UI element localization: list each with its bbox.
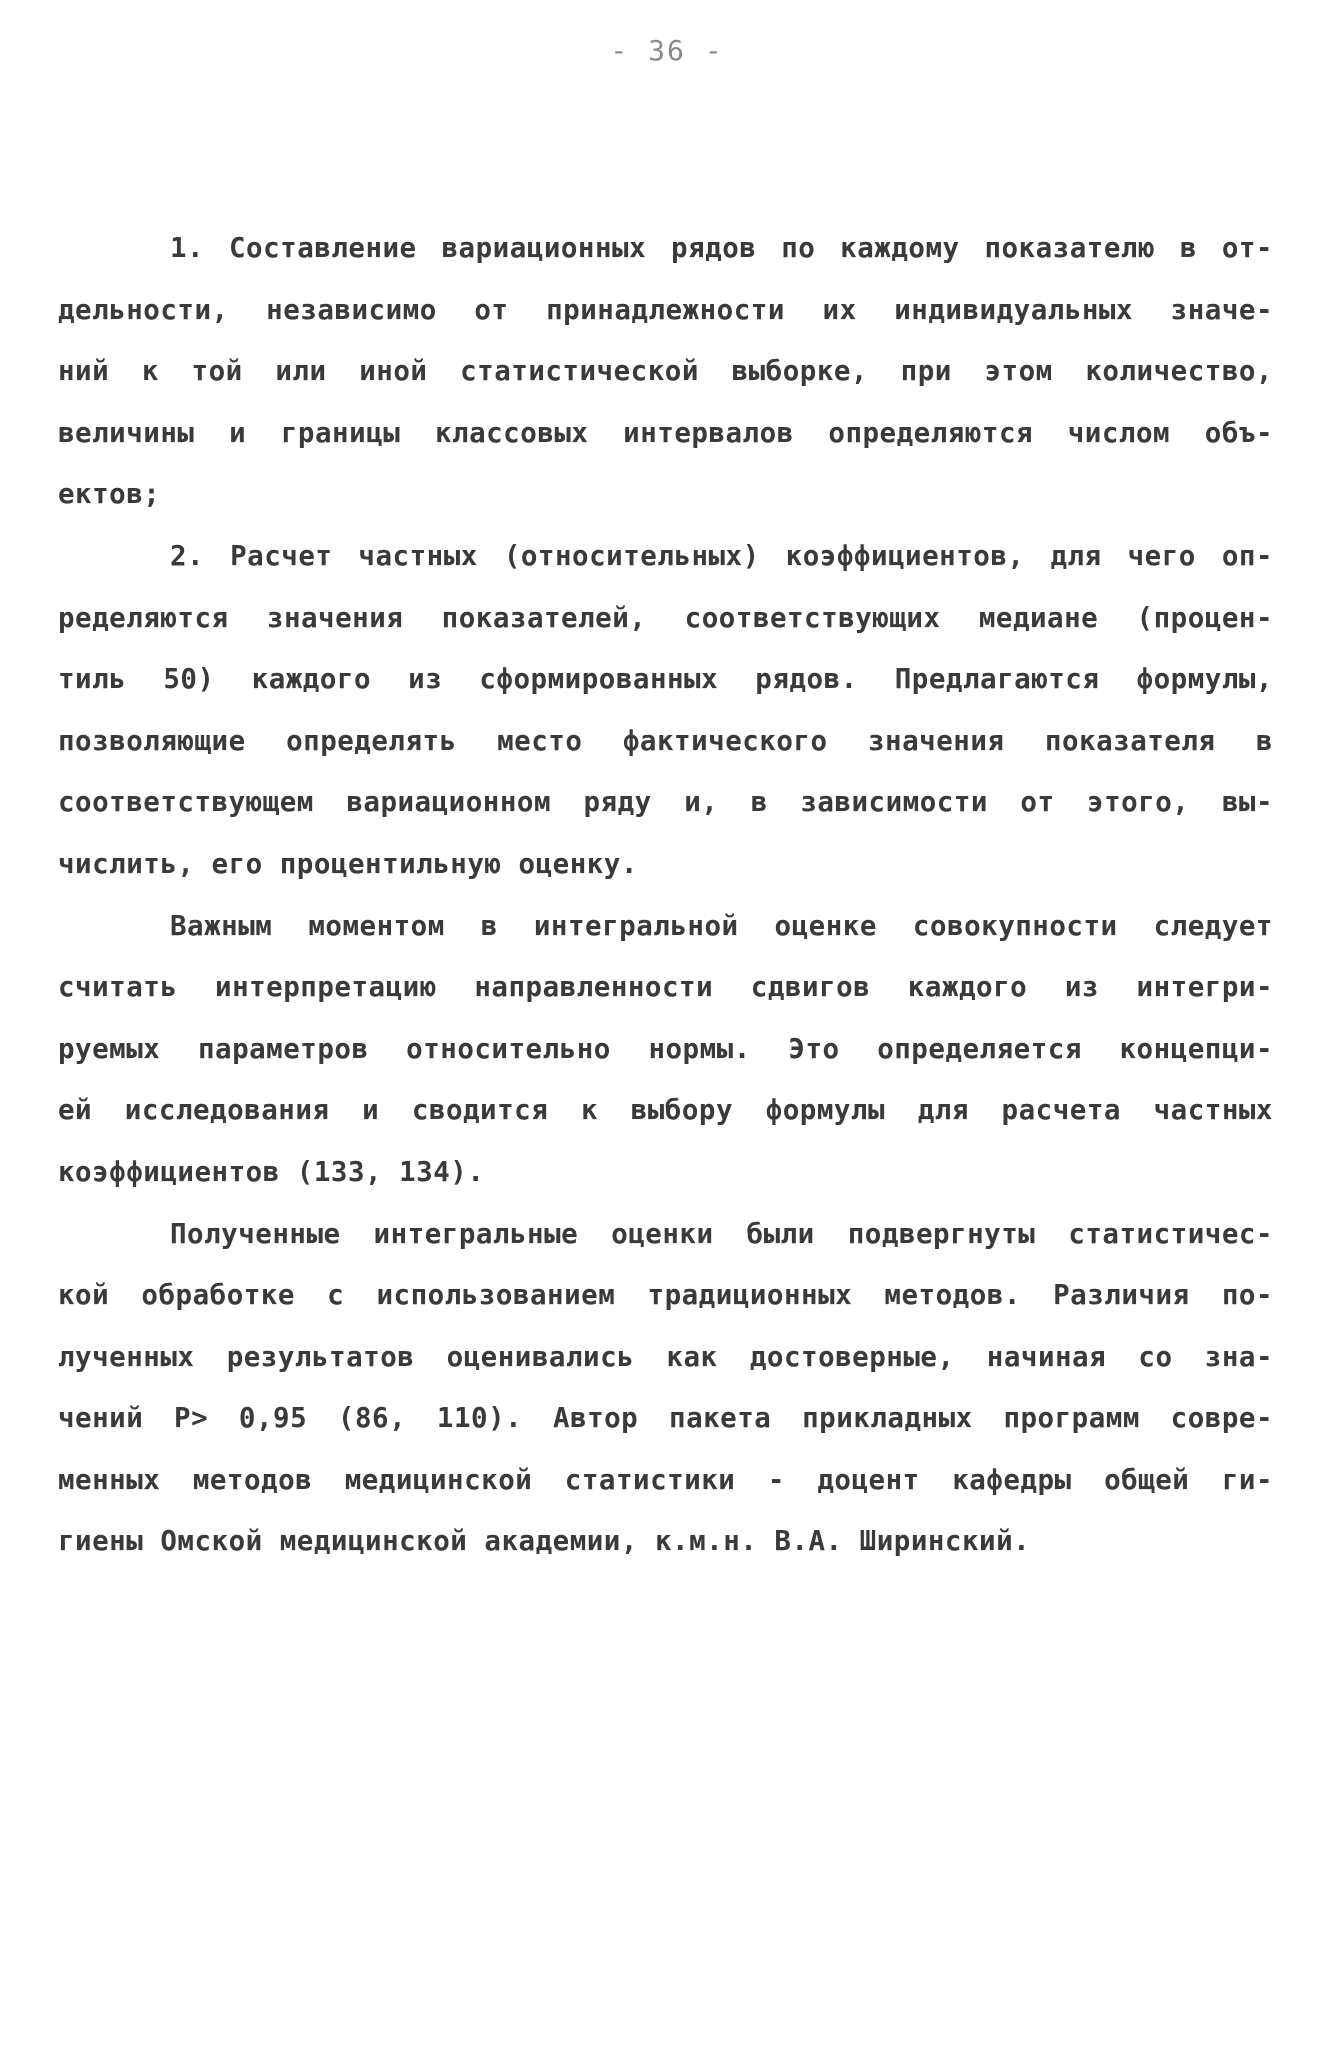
text-line: ределяются значения показателей, соответствующих медиане (процен- [58, 601, 1273, 634]
text-line: считать интерпретацию направленности сдвигов каждого из интегри- [58, 971, 1273, 1004]
text-line: лученных результатов оценивались как достоверные, начиная со зна- [58, 1340, 1273, 1373]
text-line: 1. Составление вариационных рядов по каждому показателю в от- [170, 232, 1273, 264]
text-line: тиль 50) каждого из сформированных рядов. Предлагаются формулы, [58, 663, 1273, 696]
text-line: 2. Расчет частных (относительных) коэффициентов, для чего оп- [170, 539, 1273, 572]
text-line: соответствующем вариационном ряду и, в зависимости от этого, вы- [58, 786, 1273, 819]
text-line: Важным моментом в интегральной оценке совокупности следует [170, 909, 1273, 942]
text-line: гиены Омской медицинской академии, к.м.н. В.А. Ширинский. [58, 1525, 1031, 1558]
text-line: коэффициентов (133, 134). [58, 1155, 485, 1188]
body-text [58, 218, 1273, 1573]
text-line: ектов; [58, 478, 161, 511]
text-line: Полученные интегральные оценки были подвергнуты статистичес- [170, 1217, 1273, 1250]
text-line: менных методов медицинской статистики - доцент кафедры общей ги- [58, 1463, 1273, 1496]
text-line: руемых параметров относительно нормы. Это определяется концепци- [58, 1032, 1273, 1065]
text-line: кой обработке с использованием традиционных методов. Различия по- [58, 1279, 1273, 1312]
text-line: ей исследования и сводится к выбору формулы для расчета частных [58, 1094, 1273, 1127]
text-line: чений P> 0,95 (86, 110). Автор пакета прикладных программ совре- [58, 1402, 1273, 1435]
text-line: позволяющие определять место фактического значения показателя в [58, 724, 1273, 757]
text-line: величины и границы классовых интервалов определяются числом объ- [58, 416, 1273, 449]
page-number: - 36 - [610, 34, 724, 67]
text-line: числить, его процентильную оценку. [58, 847, 638, 880]
text-line: дельности, независимо от принадлежности их индивидуальных значе- [58, 293, 1273, 326]
text-line: ний к той или иной статистической выборке, при этом количество, [58, 355, 1273, 388]
